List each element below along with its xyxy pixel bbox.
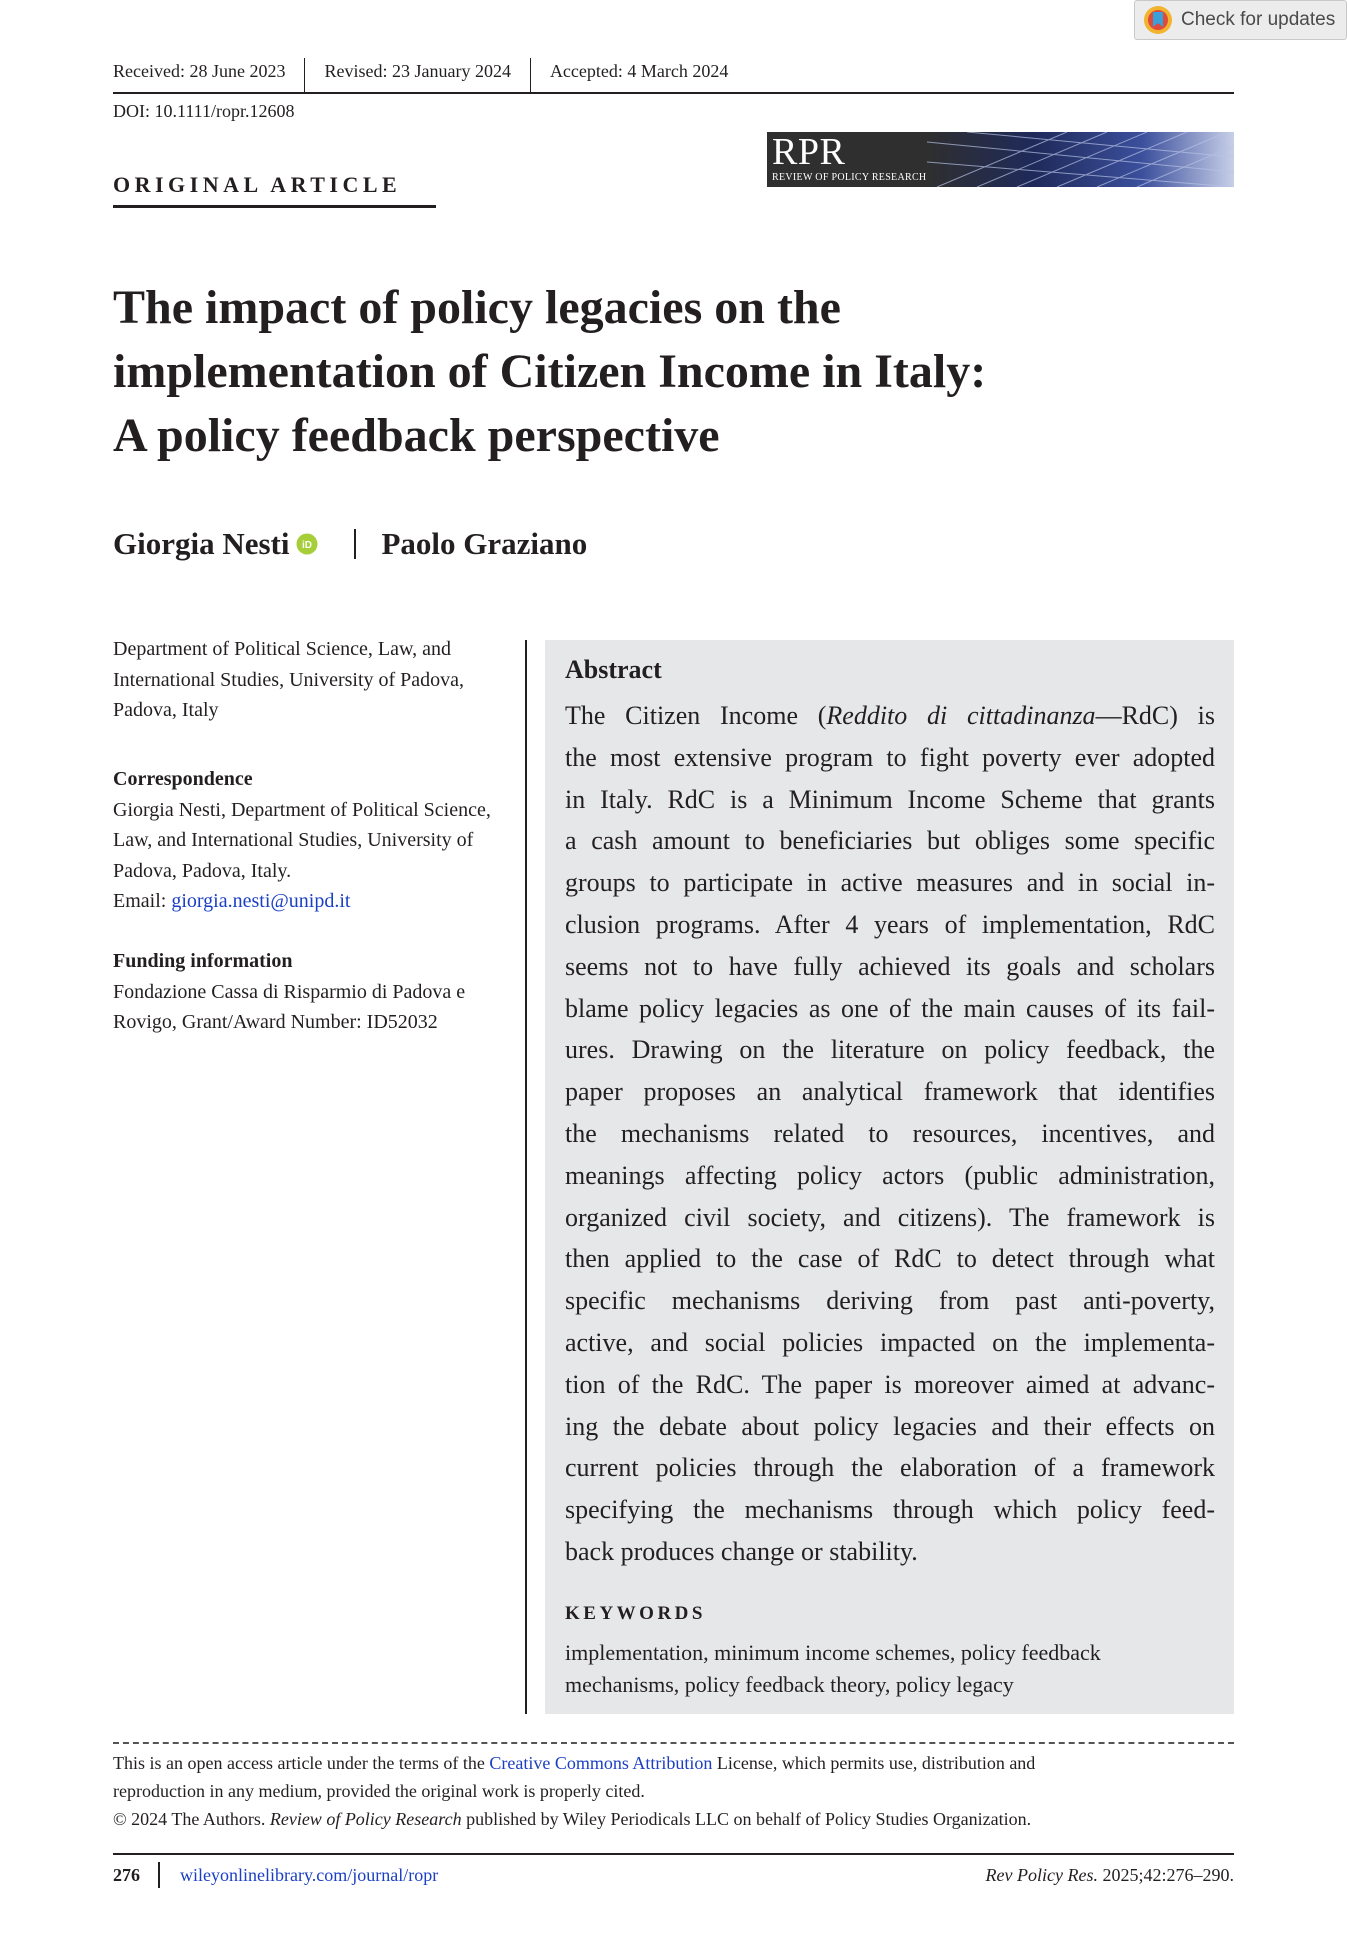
abstract-line: tion of the RdC. The paper is moreover aimed at advanc- [565,1369,1215,1399]
correspondence-text: Giorgia Nesti, Department of Political Science, Law, and International Studies, University of Padova, Padova, Italy. [113,798,491,882]
journal-name: REVIEW OF POLICY RESEARCH [772,172,927,183]
abstract-text-run: —RdC) is [1095,701,1215,730]
abstract-line: ing the debate about policy legacies and their effects on [565,1411,1215,1441]
abstract-text-run: The Citizen Income ( [565,701,827,730]
citation [986,1865,1234,1886]
journal-abbreviation: RPR [772,131,846,173]
abstract-line: specific mechanisms deriving from past anti-poverty, [565,1286,1215,1316]
title-line: The impact of policy legacies on the [113,281,841,334]
abstract-line: in Italy. RdC is a Minimum Income Scheme that grants [565,784,1215,814]
copyright-line [113,1805,1234,1833]
correspondence-heading: Correspondence [113,768,253,790]
email-link[interactable]: giorgia.nesti@unipd.it [171,890,351,912]
footer-separator [158,1862,160,1888]
check-for-updates-label: Check for updates [1181,9,1336,30]
abstract-line: ures. Drawing on the literature on policy feedback, the [565,1035,1215,1065]
abstract-line: then applied to the case of RdC to detect through what [565,1244,1215,1274]
keywords-line: mechanisms, policy feedback theory, policy legacy [565,1672,1014,1697]
keywords-heading: KEYWORDS [565,1603,706,1624]
abstract-line: groups to participate in active measures and in social in- [565,868,1215,898]
divider [530,58,531,92]
journal-url-link[interactable]: wileyonlinelibrary.com/journal/ropr [180,1864,439,1885]
abstract-line: active, and social policies impacted on the implementa- [565,1327,1215,1357]
funding-information [113,946,513,1038]
crossmark-icon [1143,5,1173,35]
journal-title-italic: Review of Policy Research [269,1809,462,1829]
page-footer [113,1862,1234,1888]
license-text: License, which permits use, distribution and [712,1753,1036,1773]
title-line: A policy feedback perspective [113,409,720,462]
abstract-italic-term: Reddito di cittadinanza [826,701,1096,730]
funding-heading: Funding information [113,950,293,972]
abstract-line: organized civil society, and citizens). The framework is [565,1202,1215,1232]
abstract-line: the mechanisms related to resources, incentives, and [565,1118,1215,1148]
copyright-text: © 2024 The Authors. [113,1809,270,1829]
svg-text:iD: iD [301,540,312,551]
abstract-line: current policies through the elaboration of a framework [565,1453,1215,1483]
received-date: Received: 28 June 2023 [113,61,286,81]
keywords-line: implementation, minimum income schemes, policy feedback [565,1640,1101,1665]
article-type-underline [113,205,436,208]
title-line: implementation of Citizen Income in Italy: [113,345,987,398]
license-notice [113,1749,1234,1833]
footer-dashed-divider [113,1742,1234,1744]
article-type: ORIGINAL ARTICLE [113,172,402,197]
license-line [113,1749,1234,1777]
doi: DOI: 10.1111/ropr.12608 [113,101,295,121]
abstract-line: specifying the mechanisms through which policy feed- [565,1495,1215,1525]
license-line: reproduction in any medium, provided the original work is properly cited. [113,1781,645,1801]
abstract-line: meanings affecting policy actors (public administration, [565,1160,1215,1190]
citation-volume: 2025;42:276–290. [1097,1864,1234,1885]
author-name[interactable]: Paolo Graziano [381,526,588,561]
divider [304,58,305,92]
abstract-line: back produces change or stability. [565,1536,918,1566]
citation-journal: Rev Policy Res. [985,1864,1098,1885]
abstract-line: the most extensive program to fight poverty ever adopted [565,742,1215,772]
license-text: This is an open access article under the terms of the [113,1753,490,1773]
affiliation: Department of Political Science, Law, and International Studies, University of Padova, Padova, Italy [113,638,465,721]
author-divider [354,529,356,559]
orcid-icon[interactable] [296,533,318,555]
author-name[interactable]: Giorgia Nesti [113,526,290,561]
cc-license-link[interactable]: Creative Commons Attribution [489,1753,713,1773]
abstract-line: blame policy legacies as one of the main causes of its fail- [565,993,1215,1023]
author-list [113,526,587,562]
article-title [113,276,1113,468]
abstract-text [565,695,1215,1573]
abstract-line: clusion programs. After 4 years of implementation, RdC [565,909,1215,939]
column-divider [525,640,527,1714]
abstract-line: a cash amount to beneficiaries but obliges some specific [565,826,1215,856]
accepted-date: Accepted: 4 March 2024 [549,61,729,81]
keywords-list [565,1637,1215,1701]
abstract-line: paper proposes an analytical framework that identifies [565,1077,1215,1107]
footer-divider [113,1853,1234,1855]
correspondence [113,764,513,917]
page-number: 276 [113,1864,140,1885]
revised-date: Revised: 23 January 2024 [324,61,511,81]
copyright-text: published by Wiley Periodicals LLC on behalf of Policy Studies Organization. [461,1809,1032,1829]
article-dates [113,58,1234,94]
check-for-updates-button[interactable] [1134,0,1347,40]
email-label: Email: [113,890,167,912]
abstract-line: seems not to have fully achieved its goals and scholars [565,951,1215,981]
abstract-heading: Abstract [565,655,662,684]
abstract-line [565,695,1215,737]
funding-text: Fondazione Cassa di Risparmio di Padova e Rovigo, Grant/Award Number: ID52032 [113,980,466,1033]
